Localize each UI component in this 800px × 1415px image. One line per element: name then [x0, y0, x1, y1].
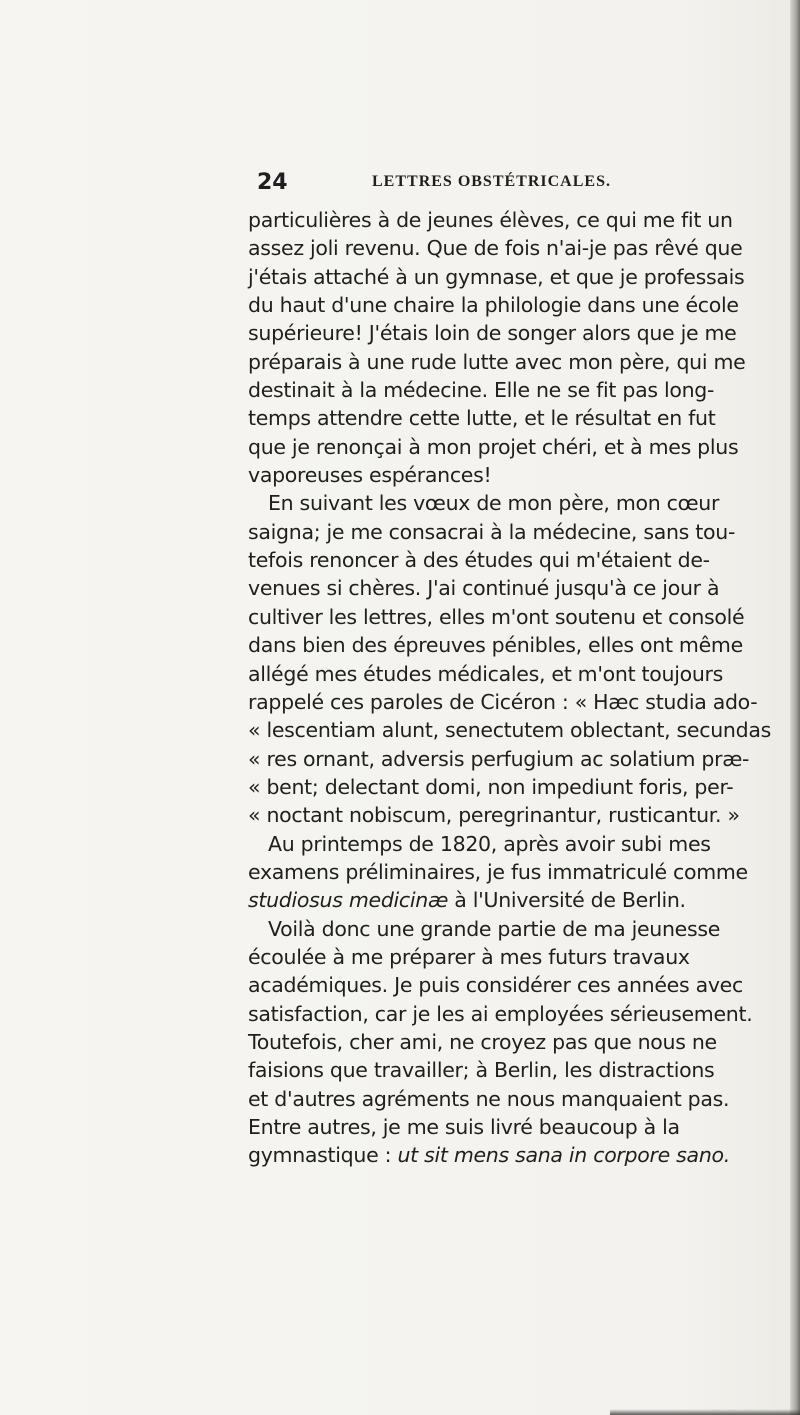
text-line: satisfaction, car je les ai employées sérieusement. — [248, 1001, 753, 1026]
paragraph-4 — [248, 915, 800, 1170]
body-text — [248, 206, 800, 1170]
paragraph-3 — [248, 830, 800, 915]
text-line: Entre autres, je me suis livré beaucoup à la — [248, 1115, 680, 1139]
text-line: destinait à la médecine. Elle ne se fit pas long- — [248, 378, 715, 403]
text-line: Au printemps de 1820, après avoir subi mes — [268, 831, 711, 856]
text-line: « lescentiam alunt, senectutem oblectant, secundas — [248, 718, 771, 743]
text-line: « noctant nobiscum, peregrinantur, rusticantur. » — [248, 803, 740, 828]
page-header — [0, 170, 800, 200]
text-line: « bent; delectant domi, non impediunt foris, per- — [248, 774, 734, 799]
page-corner-shadow — [610, 1409, 800, 1415]
text-line: rappelé ces paroles de Cicéron : « Hæc studia ado- — [248, 689, 758, 714]
text-span: gymnastique : — [248, 1143, 398, 1168]
text-line: Toutefois, cher ami, ne croyez pas que nous ne — [248, 1029, 717, 1054]
text-line: cultiver les lettres, elles m'ont soutenu et consolé — [248, 604, 745, 629]
latin-phrase: ut sit mens sana in corpore sano. — [397, 1143, 730, 1168]
text-line: vaporeuses espérances! — [248, 463, 492, 488]
latin-phrase: studiosus medicinæ — [248, 888, 449, 913]
text-line: que je renonçai à mon projet chéri, et à mes plus — [248, 434, 739, 459]
text-line: examens préliminaires, je fus immatriculé comme — [248, 859, 748, 884]
text-line: tefois renoncer à des études qui m'étaient de- — [248, 548, 710, 573]
text-line: particulières à de jeunes élèves, ce qui me fit un — [248, 208, 733, 232]
text-line: En suivant les vœux de mon père, mon cœur — [268, 491, 720, 516]
text-line: saigna; je me consacrai à la médecine, sans tou- — [248, 519, 736, 544]
text-line: « res ornant, adversis perfugium ac solatium præ- — [248, 746, 750, 771]
text-line: temps attendre cette lutte, et le résultat en fut — [248, 406, 716, 431]
text-span: à l'Université de Berlin. — [448, 888, 686, 913]
text-line: et d'autres agréments ne nous manquaient pas. — [248, 1086, 730, 1111]
text-line: allégé mes études médicales, et m'ont toujours — [248, 661, 724, 686]
text-line: assez joli revenu. Que de fois n'ai-je pas rêvé que — [248, 236, 743, 261]
text-line: écoulée à me préparer à mes futurs travaux — [248, 944, 690, 969]
text-line: faisions que travailler; à Berlin, les distractions — [248, 1058, 715, 1083]
text-line — [248, 1141, 800, 1169]
paragraph-1 — [248, 206, 800, 489]
text-line: du haut d'une chaire la philologie dans une école — [248, 293, 739, 318]
text-line — [248, 886, 800, 914]
text-line: j'étais attaché à un gymnase, et que je professais — [248, 264, 745, 289]
page-number: 24 — [257, 170, 288, 195]
text-line: dans bien des épreuves pénibles, elles ont même — [248, 633, 743, 658]
paragraph-2 — [248, 489, 800, 829]
text-line: venues si chères. J'ai continué jusqu'à ce jour à — [248, 576, 720, 601]
text-line: supérieure! J'étais loin de songer alors que je me — [248, 321, 737, 346]
text-line: préparais à une rude lutte avec mon père, qui me — [248, 349, 746, 374]
running-title: LETTRES OBSTÉTRICALES. — [372, 173, 611, 190]
text-line: académiques. Je puis considérer ces années avec — [248, 973, 743, 998]
text-line: Voilà donc une grande partie de ma jeunesse — [268, 916, 721, 941]
